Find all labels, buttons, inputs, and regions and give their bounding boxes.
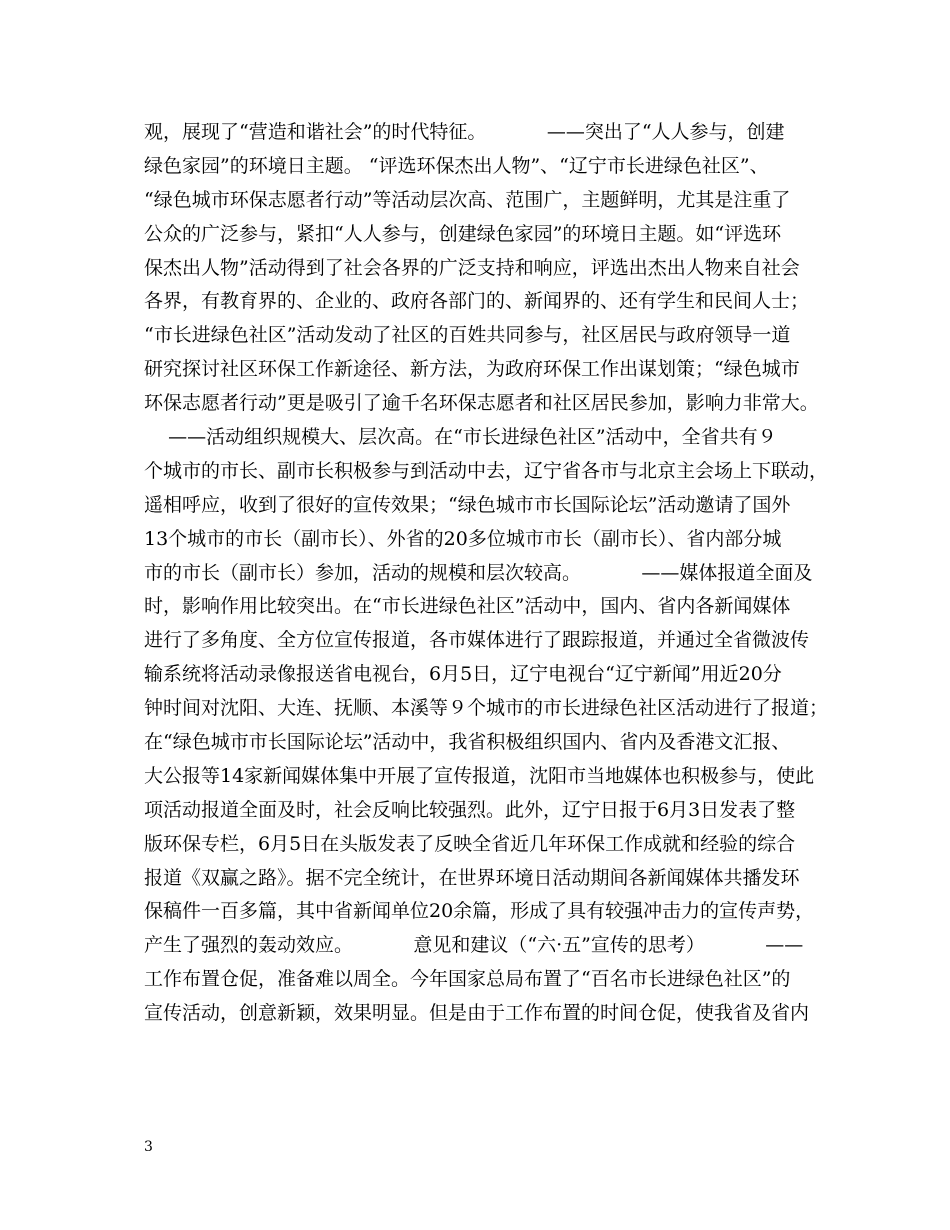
text-line: 产生了强烈的轰动效应。 意见和建议（“六·五”宣传的思考） —— bbox=[144, 934, 804, 957]
text-line: 钟时间对沈阳、大连、抚顺、本溪等９个城市的市长进绿色社区活动进行了报道； bbox=[144, 697, 829, 720]
text-line: 大公报等14家新闻媒体集中开展了宣传报道，沈阳市当地媒体也积极参与，使此 bbox=[144, 764, 815, 787]
text-line: 研究探讨社区环保工作新途径、新方法，为政府环保工作出谋划策；“绿色城市 bbox=[144, 358, 800, 381]
text-line: 保杰出人物”活动得到了社会各界的广泛支持和响应，评选出杰出人物来自社会 bbox=[144, 256, 800, 279]
text-line: 13个城市的市长（副市长）、外省的20多位城市市长（副市长）、省内部分城 bbox=[144, 527, 782, 550]
text-line: 宣传活动，创意新颖，效果明显。但是由于工作布置的时间仓促，使我省及省内 bbox=[144, 1002, 810, 1025]
body-text bbox=[144, 116, 829, 1031]
text-line: 公众的广泛参与，紧扣“人人参与，创建绿色家园”的环境日主题。如“评选环 bbox=[144, 222, 782, 245]
text-line: 保稿件一百多篇，其中省新闻单位20余篇，形成了具有较强冲击力的宣传声势， bbox=[144, 900, 815, 923]
text-line: 各界，有教育界的、企业的、政府各部门的、新闻界的、还有学生和民间人士； bbox=[144, 290, 810, 313]
text-line: 工作布置仓促，准备难以周全。今年国家总局布置了“百名市长进绿色社区”的 bbox=[144, 968, 791, 991]
text-line: 观，展现了“营造和谐社会”的时代特征。 ——突出了“人人参与，创建 bbox=[144, 121, 785, 143]
text-line: 在“绿色城市市长国际论坛”活动中，我省积极组织国内、省内及香港文汇报、 bbox=[144, 731, 791, 754]
text-line: 环保志愿者行动”更是吸引了逾千名环保志愿者和社区居民参加，影响力非常大。 bbox=[144, 392, 819, 415]
text-line: 时，影响作用比较突出。在“市长进绿色社区”活动中，国内、省内各新闻媒体 bbox=[144, 595, 791, 618]
text-line: 报道《双赢之路》。据不完全统计，在世界环境日活动期间各新闻媒体共播发环 bbox=[144, 866, 800, 889]
text-line: 绿色家园”的环境日主题。 “评选环保杰出人物”、“辽宁市长进绿色社区”、 bbox=[144, 154, 769, 177]
text-line: 输系统将活动录像报送省电视台，6月5日，辽宁电视台“辽宁新闻”用近20分 bbox=[144, 663, 782, 686]
text-line: 遥相呼应，收到了很好的宣传效果；“绿色城市市长国际论坛”活动邀请了国外 bbox=[144, 493, 791, 516]
page-number: 3 bbox=[144, 1139, 153, 1155]
text-line: 个城市的市长、副市长积极参与到活动中去，辽宁省各市与北京主会场上下联动， bbox=[144, 459, 829, 482]
text-line: 市的市长（副市长）参加，活动的规模和层次较高。 ——媒体报道全面及 bbox=[144, 561, 813, 584]
text-line: ——活动组织规模大、层次高。在“市长进绿色社区”活动中，全省共有９ bbox=[144, 426, 777, 449]
text-line: 项活动报道全面及时，社会反响比较强烈。此外，辽宁日报于6月3日发表了整 bbox=[144, 798, 796, 821]
text-line: “绿色城市环保志愿者行动”等活动层次高、范围广，主题鲜明，尤其是注重了 bbox=[144, 188, 791, 211]
text-line: “市长进绿色社区”活动发动了社区的百姓共同参与，社区居民与政府领导一道 bbox=[144, 324, 791, 347]
text-line: 进行了多角度、全方位宣传报道，各市媒体进行了跟踪报道，并通过全省微波传 bbox=[144, 629, 810, 652]
text-line: 版环保专栏，6月5日在头版发表了反映全省近几年环保工作成就和经验的综合 bbox=[144, 832, 796, 855]
